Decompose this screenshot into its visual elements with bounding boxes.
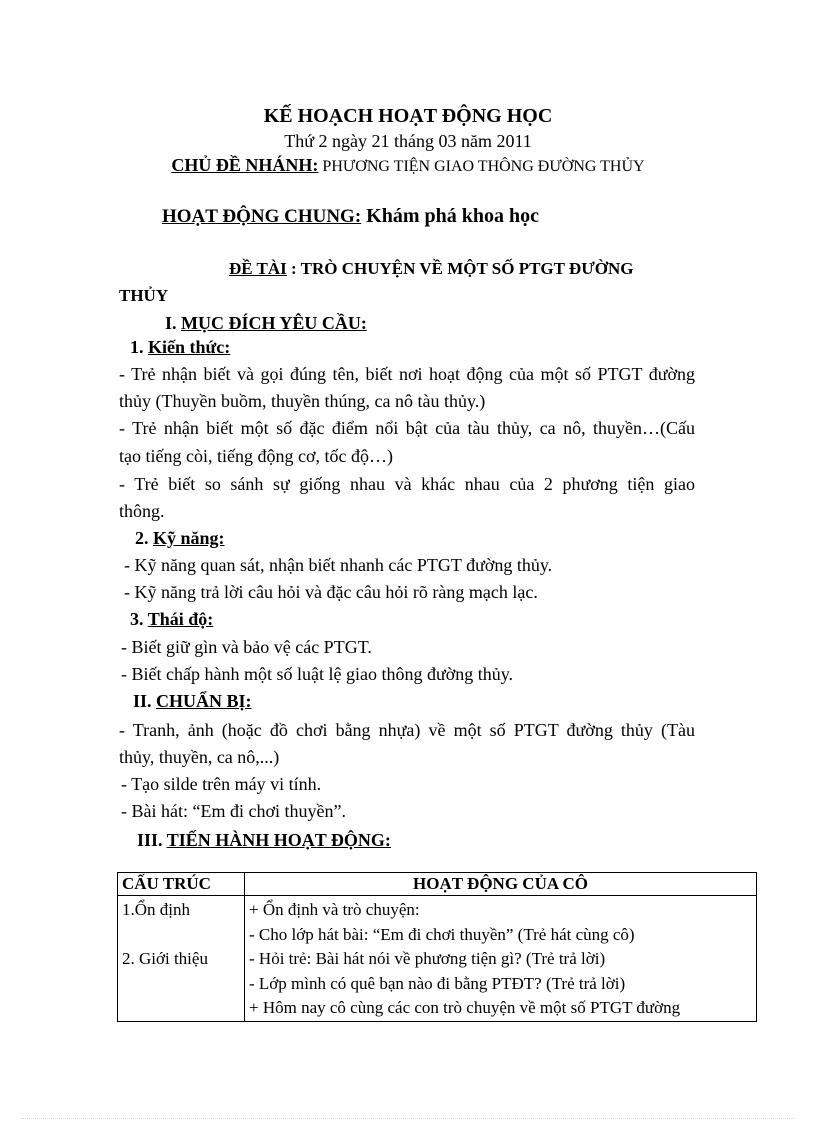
structure-cell <box>118 896 245 1022</box>
skills-heading: 2. Kỹ năng: <box>135 528 225 548</box>
subtopic-line <box>0 154 816 178</box>
knowledge-line: - Trẻ biết so sánh sự giống nhau và khác nhau của 2 phương tiện giao <box>119 474 695 494</box>
document-date: Thứ 2 ngày 21 tháng 03 năm 2011 <box>284 131 532 151</box>
activity-line: - Hỏi trẻ: Bài hát nói về phương tiện gì? (Trẻ trả lời) <box>249 949 606 968</box>
knowledge-line: - Trẻ nhận biết một số đặc điểm nổi bật của tàu thủy, ca nô, thuyền…(Cấu <box>119 418 695 438</box>
activity-line: + Ổn định và trò chuyện: <box>249 900 420 919</box>
preparation-line: thủy, thuyền, ca nô,...) <box>119 747 280 767</box>
section-1-heading: I. MỤC ĐÍCH YÊU CẦU: <box>165 313 367 333</box>
skills-line: - Kỹ năng trả lời câu hỏi và đặc câu hỏi rõ ràng mạch lạc. <box>124 582 538 602</box>
activity-line: - Cho lớp hát bài: “Em đi chơi thuyền” (Trẻ hát cùng cô) <box>249 924 635 944</box>
subtopic-value: PHƯƠNG TIỆN GIAO THÔNG ĐƯỜNG THỦY <box>318 158 645 175</box>
knowledge-heading: 1. Kiến thức: <box>130 337 231 357</box>
activity-line: - Lớp mình có quê bạn nào đi bằng PTĐT? (Trẻ trả lời) <box>249 973 626 993</box>
activity-cell <box>245 896 757 1022</box>
topic-continuation: THỦY <box>119 286 169 305</box>
topic-label: ĐỀ TÀI <box>229 259 287 278</box>
general-activity-value: Khám phá khoa học <box>361 205 540 227</box>
table-header-structure: CẤU TRÚC <box>118 873 245 896</box>
skills-line: - Kỹ năng quan sát, nhận biết nhanh các PTGT đường thủy. <box>124 555 553 575</box>
structure-line: 2. Giới thiệu <box>122 949 208 968</box>
preparation-line: - Tạo silde trên máy vi tính. <box>121 774 322 794</box>
table-row <box>118 896 757 1022</box>
document-title: KẾ HOẠCH HOẠT ĐỘNG HỌC <box>263 105 553 127</box>
topic-text: : TRÒ CHUYỆN VỀ MỘT SỐ PTGT ĐƯỜNG <box>286 259 634 278</box>
general-activity-line <box>162 204 539 229</box>
topic-line <box>229 258 633 280</box>
knowledge-line: thông. <box>119 501 165 521</box>
activity-line: + Hôm nay cô cùng các con trò chuyện về một số PTGT đường <box>249 998 681 1017</box>
attitude-line: - Biết chấp hành một số luật lệ giao thông đường thủy. <box>121 664 514 684</box>
page-bottom-divider <box>22 1118 794 1119</box>
general-activity-label: HOẠT ĐỘNG CHUNG: <box>162 206 362 227</box>
table-header-activity: HOẠT ĐỘNG CỦA CÔ <box>245 873 757 896</box>
preparation-line: - Tranh, ảnh (hoặc đồ chơi bằng nhựa) về một số PTGT đường thủy (Tàu <box>119 720 695 740</box>
knowledge-line: tạo tiếng còi, tiếng động cơ, tốc độ…) <box>119 446 393 466</box>
section-3-heading: III. TIẾN HÀNH HOẠT ĐỘNG: <box>137 830 391 850</box>
structure-line: 1.Ổn định <box>122 900 190 919</box>
attitude-line: - Biết giữ gìn và bảo vệ các PTGT. <box>121 637 372 657</box>
knowledge-line: - Trẻ nhận biết và gọi đúng tên, biết nơi hoạt động của một số PTGT đường <box>119 364 695 384</box>
preparation-line: - Bài hát: “Em đi chơi thuyền”. <box>121 801 346 821</box>
activity-table <box>117 872 757 1022</box>
table-header-row <box>118 873 757 896</box>
knowledge-line: thủy (Thuyền buồm, thuyền thúng, ca nô tàu thủy.) <box>119 391 486 411</box>
attitude-heading: 3. Thái độ: <box>130 609 214 629</box>
section-2-heading: II. CHUẨN BỊ: <box>133 691 252 711</box>
structure-line <box>119 922 243 947</box>
subtopic-label: CHỦ ĐỀ NHÁNH: <box>171 155 319 175</box>
